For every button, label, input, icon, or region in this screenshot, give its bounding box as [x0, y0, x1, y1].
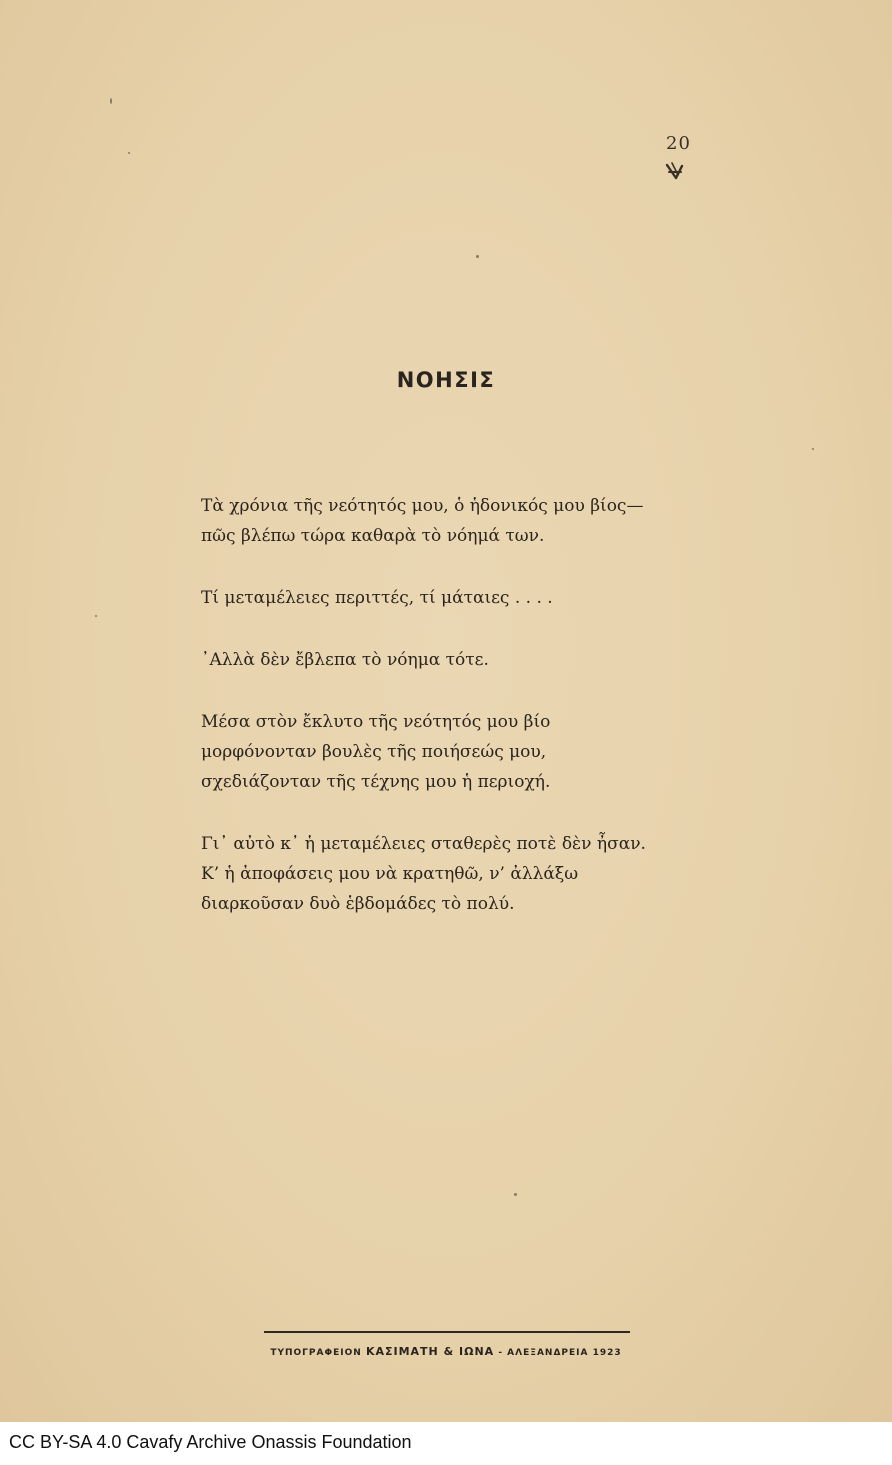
paper-speck	[110, 98, 112, 104]
poem-line: διαρκοῦσαν δυὸ ἑβδομάδες τὸ πολύ.	[201, 894, 515, 914]
printer-imprint	[0, 1345, 892, 1358]
poem-line: Τὰ χρόνια τῆς νεότητός μου, ὁ ἡδονικός μου βίος—	[201, 496, 644, 516]
footer-rule	[264, 1331, 630, 1333]
poem-body	[201, 491, 721, 951]
imprint-names: ΚΑΣΙΜΑΤΗ & ΙΩΝΑ	[365, 1345, 495, 1358]
paper-speck	[128, 152, 130, 154]
stanza	[201, 707, 721, 797]
paper-speck	[476, 255, 479, 258]
poem-line: Γι᾿ αὐτὸ κ᾿ ἡ μεταμέλειες σταθερὲς ποτὲ δὲν ἦσαν.	[201, 834, 646, 854]
poem-line: σχεδιάζονταν τῆς τέχνης μου ἡ περιοχή.	[201, 772, 551, 792]
paper-speck	[812, 448, 814, 450]
stanza	[201, 829, 721, 919]
imprint-printer: ΤΥΠΟΓΡΑΦΕΙΟΝ	[270, 1348, 362, 1358]
poem-line: πῶς βλέπω τώρα καθαρὰ τὸ νόημά των.	[201, 526, 545, 546]
poem-line: Κ’ ἡ ἀποφάσεις μου νὰ κρατηθῶ, ν’ ἀλλάξω	[201, 864, 579, 884]
poem-line: Τί μεταμέλειες περιττές, τί μάταιες . . . .	[201, 588, 553, 608]
stanza	[201, 645, 721, 675]
archive-credit: CC BY-SA 4.0 Cavafy Archive Onassis Foundation	[9, 1432, 412, 1452]
poem-line: ᾿Αλλὰ δὲν ἔβλεπα τὸ νόημα τότε.	[201, 650, 489, 670]
handwritten-page-number: 20	[666, 133, 691, 154]
paper-speck	[514, 1193, 517, 1196]
poem-line: μορφόνονταν βουλὲς τῆς ποιήσεώς μου,	[201, 742, 547, 762]
stanza	[201, 583, 721, 613]
stanza	[201, 491, 721, 551]
imprint-place-year: - ΑΛΕΞΑΝΔΡΕΙΑ 1923	[498, 1348, 622, 1358]
paper-speck	[95, 615, 97, 617]
poem-title: ΝΟΗΣΙΣ	[396, 368, 496, 392]
poem-line: Μέσα στὸν ἔκλυτο τῆς νεότητός μου βίο	[201, 712, 551, 732]
handwritten-mark-icon	[664, 160, 686, 182]
